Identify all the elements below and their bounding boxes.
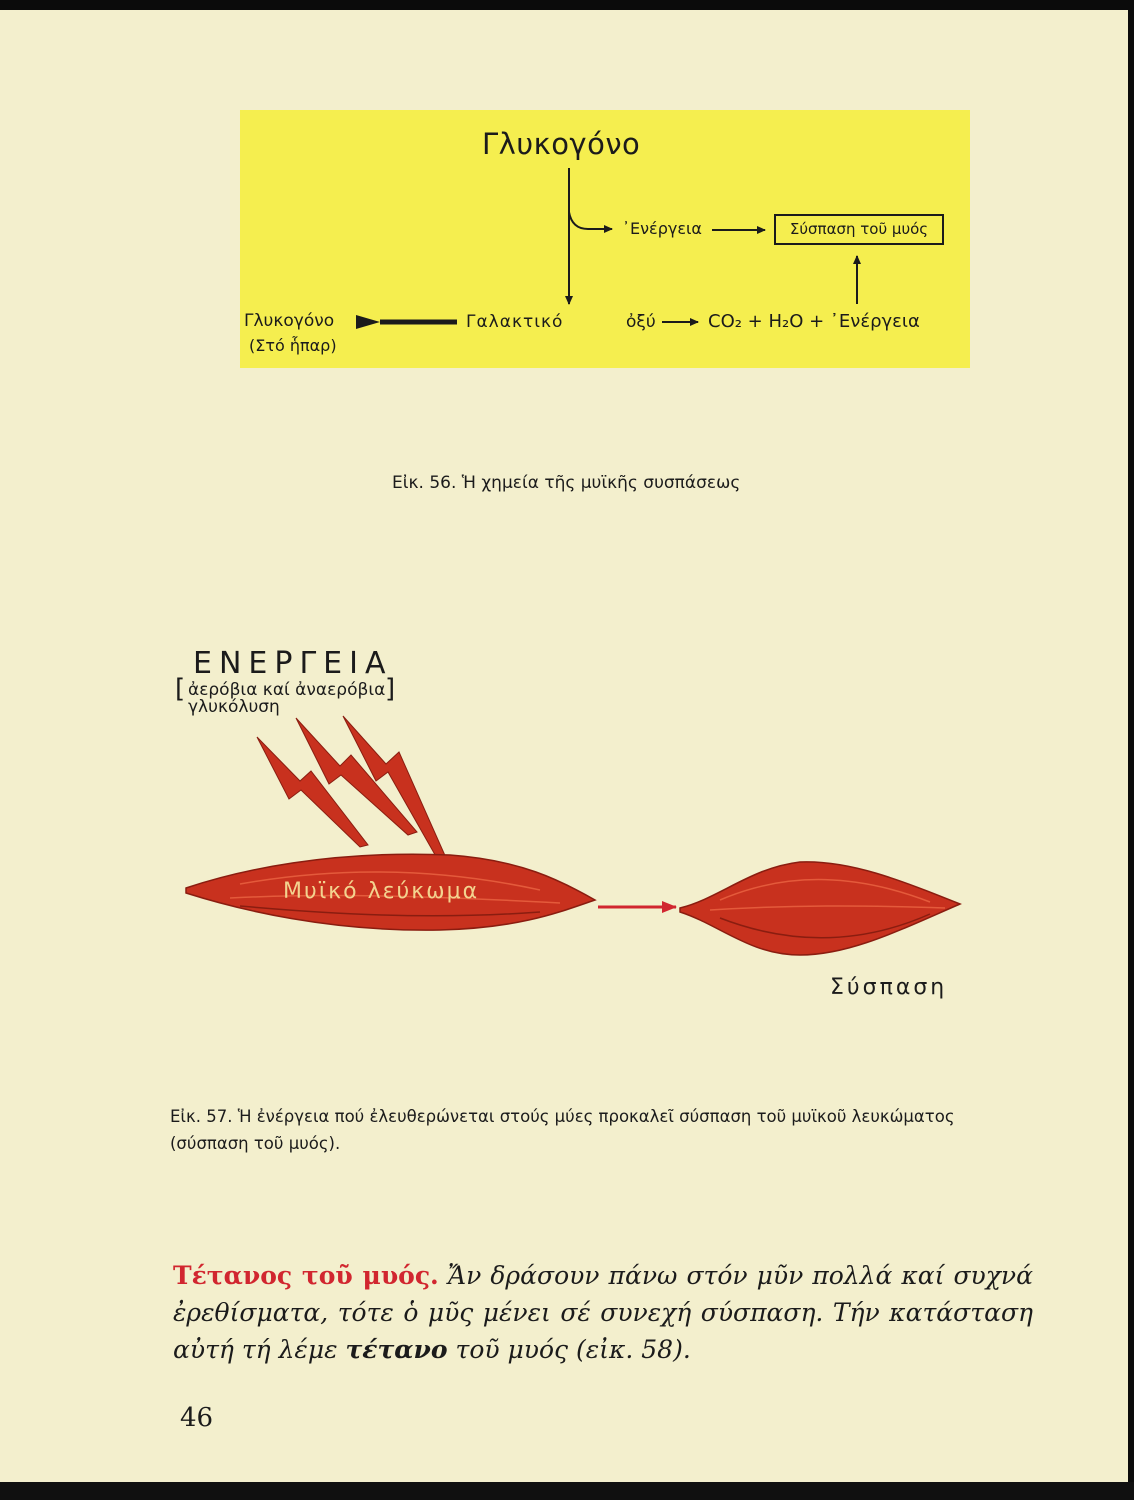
section-heading: Τέτανος τοῦ μυός. — [173, 1261, 439, 1290]
lactic-label: Γαλακτικό — [466, 312, 564, 332]
in-liver-label: (Στό ἧπαρ) — [249, 336, 337, 355]
glycolysis-label: γλυκόλυση — [188, 697, 280, 717]
contraction-label: Σύσπαση — [830, 975, 948, 1000]
glycolysis-type-label: ἀερόβια καί ἀναερόβια — [188, 680, 386, 700]
figure-57-caption: Εἰκ. 57. Ἡ ἐνέργεια πού ἐλευθερώνεται στούς μύες προκαλεῖ σύσπαση τοῦ μυϊκοῦ λευκώματος (σύσπαση τοῦ μυός). — [170, 1107, 955, 1153]
bracket-left: [ — [175, 674, 186, 704]
products-label: CO₂ + H₂O + ᾿Ενέργεια — [708, 311, 920, 332]
bracket-right: ] — [385, 674, 396, 704]
figure-56-caption: Εἰκ. 56. Ἡ χημεία τῆς μυϊκῆς συσπάσεως — [392, 473, 741, 493]
body-paragraph — [173, 1257, 1033, 1368]
acid-label: ὀξύ — [626, 312, 656, 332]
muscle-contraction-box: Σύσπαση τοῦ μυός — [774, 214, 944, 245]
arrow-to-energy — [569, 212, 612, 229]
energy-label: ᾿Ενέργεια — [622, 219, 702, 238]
body-text-part1: Ἄν δράσουν πάνω στόν μῦν πολλά καί συχνά ἐρεθίσματα, τότε ὁ μῦς μένει σέ συνεχή σύσπαση. Τήν κατάσταση αὐτή τή λέμε — [173, 1261, 1033, 1364]
contracted-muscle — [680, 862, 960, 955]
glycogen-top-label: Γλυκογόνο — [482, 127, 641, 161]
body-text-part2: τοῦ μυός (εἰκ. 58). — [447, 1335, 691, 1364]
page-number: 46 — [180, 1403, 214, 1433]
glycogen-left-label: Γλυκογόνο — [244, 311, 335, 331]
energy-title: ΕΝΕΡΓΕΙΑ — [193, 646, 393, 681]
muscle-protein-label: Μυϊκό λεύκωμα — [283, 879, 480, 904]
lightning-bolts — [257, 716, 447, 860]
body-text-bold: τέτανο — [345, 1335, 448, 1364]
